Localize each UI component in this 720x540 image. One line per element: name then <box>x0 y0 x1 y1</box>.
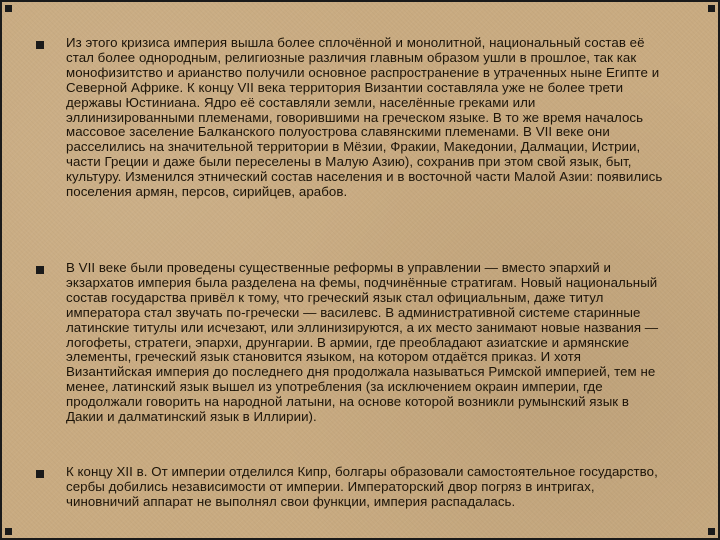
bullet-item <box>66 465 666 510</box>
square-bullet-icon <box>36 41 44 49</box>
bullet-item <box>66 36 666 200</box>
bullet-list <box>2 2 718 538</box>
bullet-text: Из этого кризиса империя вышла более сплочённой и монолитной, национальный состав её стал более однородным, религиозные различия главным образом ушли в прошлое, так как монофизитство и арианство получили основное распространение в утраченных ныне Египте и Северной Африке. К концу VII века территория Византии составляла уже не более трети державы Юстиниана. Ядро её составляли земли, населённые греками или эллинизированными племенами, говорившими на греческом языке. В то же время началось массовое заселение Балканского полуострова славянскими племенами. В VII веке они расселились на значительной территории в Мёзии, Фракии, Македонии, Далмации, Истрии, части Греции и даже были переселены в Малую Азию), сохранив при этом свой язык, быт, культуру. Изменился этнический состав населения и в восточной части Малой Азии: появились поселения армян, персов, сирийцев, арабов. <box>66 35 663 200</box>
square-bullet-icon <box>36 266 44 274</box>
bullet-text: В VII веке были проведены существенные реформы в управлении — вместо эпархий и экзархатов империя была разделена на фемы, подчинённые стратигам. Новый национальный состав государства привёл к тому, что греческий язык стал официальным, даже титул императора стал звучать по-гречески — василевс. В административной системе старинные латинские титулы или исчезают, или эллинизируются, а их место занимают новые названия — логофеты, стратеги, эпархи, друнгарии. В армии, где преобладают азиатские и армянские элементы, греческий язык становится языком, на котором отдаётся приказ. И хотя Византийская империя до последнего дня продолжала называться Римской империей, тем не менее, латинский язык вышел из употребления (за исключением окраин империи, где продолжали говорить на народной латыни, на основе которой возникли румынский язык в Дакии и далматинский язык в Иллирии). <box>66 260 659 425</box>
bullet-item <box>66 261 666 425</box>
square-bullet-icon <box>36 470 44 478</box>
bullet-text: К концу XII в. От империи отделился Кипр, болгары образовали самостоятельное государство, сербы добились независимости от империи. Императорский двор погряз в интригах, чиновничий аппарат не выполнял свои функции, империя распадалась. <box>66 464 658 509</box>
